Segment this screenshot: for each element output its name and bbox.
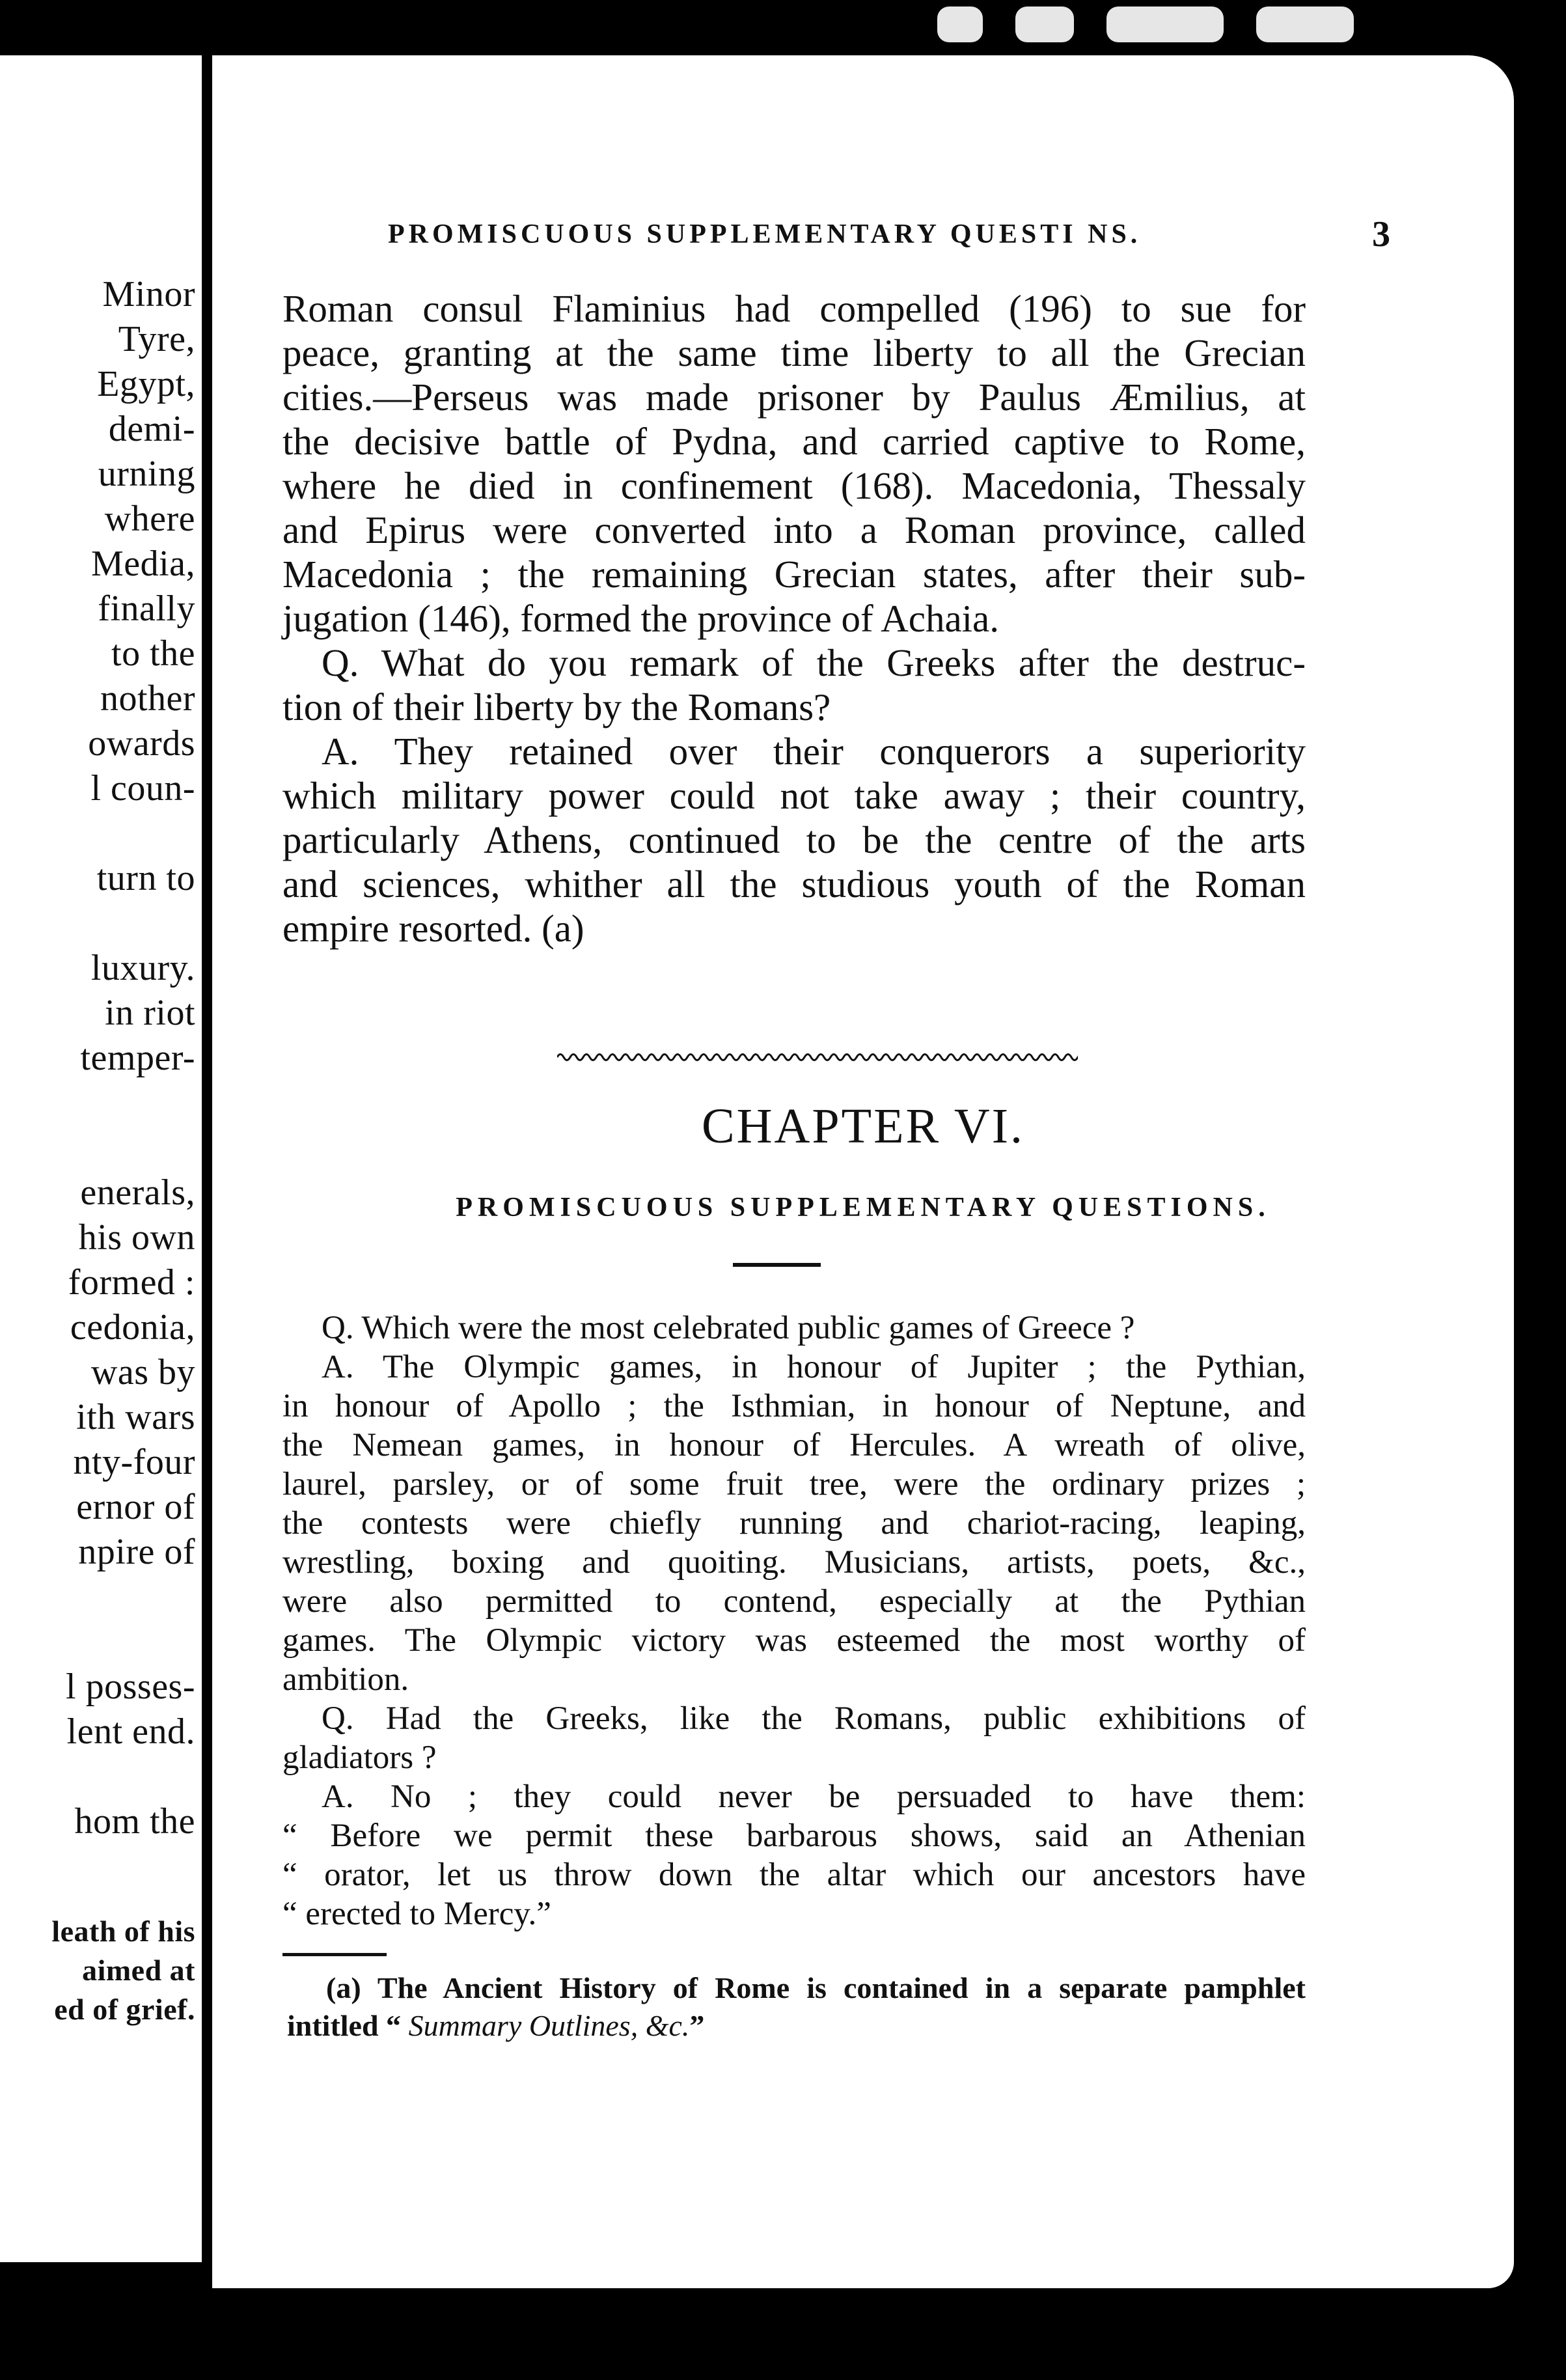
left-page-line: npire of	[78, 1532, 195, 1572]
left-page-line: demi-	[108, 409, 195, 449]
question-line: gladiators ?	[282, 1739, 437, 1776]
footnote	[287, 1969, 1306, 2045]
left-page-line: formed :	[68, 1262, 195, 1303]
left-page-line: nty-four	[73, 1442, 195, 1482]
answer-line: particularly Athens, continued to be the centre of the arts	[282, 818, 1306, 861]
answer-line: A. No ; they could never be persuaded to have them:	[322, 1778, 1306, 1815]
answer-line: ambition.	[282, 1661, 409, 1698]
answer-line: the contests were chiefly running and chariot-racing, leaping,	[282, 1505, 1306, 1542]
text-line: Roman consul Flaminius had compelled (196) to sue for	[282, 287, 1306, 330]
left-page-line: l coun-	[90, 768, 195, 809]
left-page-line: was by	[90, 1352, 195, 1392]
footnote-line: (a) The Ancient History of Rome is contained in a separate pamphlet	[326, 1971, 1306, 2004]
text-line: peace, granting at the same time liberty to all the Grecian	[282, 331, 1306, 374]
right-page	[212, 55, 1514, 2288]
section-1-text	[282, 286, 1306, 950]
answer-line: wrestling, boxing and quoiting. Musicians, artists, poets, &c.,	[282, 1544, 1306, 1581]
left-page-fragment	[0, 55, 202, 2262]
left-page-line: Tyre,	[118, 319, 195, 359]
chapter-subtitle: PROMISCUOUS SUPPLEMENTARY QUESTIONS.	[456, 1193, 1271, 1223]
answer-line: A. The Olympic games, in honour of Jupiter ; the Pythian,	[322, 1349, 1306, 1385]
left-page-line: nother	[100, 678, 195, 719]
footnote-rule	[282, 1953, 387, 1956]
left-page-footnote-line: leath of his	[51, 1915, 195, 1948]
page-number: 3	[1372, 214, 1390, 255]
left-page-line: ernor of	[76, 1487, 195, 1527]
left-page-line: Minor	[102, 274, 195, 314]
footnote-italic-title: Summary Outlines, &c.	[408, 2009, 690, 2042]
left-page-footnote-line: ed of grief.	[54, 1993, 195, 2026]
answer-line: which military power could not take away ; their country,	[282, 774, 1306, 817]
left-page-line: in riot	[105, 993, 195, 1033]
chapter-rule	[733, 1263, 821, 1267]
answer-line: games. The Olympic victory was esteemed the most worthy of	[282, 1622, 1306, 1659]
answer-line: “ orator, let us throw down the altar which our ancestors have	[282, 1857, 1306, 1893]
left-page-line: owards	[88, 723, 195, 764]
wavy-ornament-divider	[557, 1050, 1078, 1064]
text-line: Macedonia ; the remaining Grecian states, after their sub-	[282, 553, 1306, 596]
scan-noise	[937, 7, 983, 42]
scan-noise	[1015, 7, 1074, 42]
left-page-line: l posses-	[66, 1667, 195, 1707]
text-line: where he died in confinement (168). Macedonia, Thessaly	[282, 464, 1306, 507]
running-head-title: PROMISCUOUS SUPPLEMENTARY QUESTI NS.	[388, 219, 1142, 249]
footnote-line	[287, 2007, 1306, 2045]
answer-line: in honour of Apollo ; the Isthmian, in honour of Neptune, and	[282, 1388, 1306, 1424]
text-line: and Epirus were converted into a Roman province, called	[282, 508, 1306, 551]
left-page-line: cedonia,	[70, 1307, 195, 1348]
scan-noise	[1106, 7, 1224, 42]
answer-line: “ Before we permit these barbarous shows, said an Athenian	[282, 1818, 1306, 1854]
text-line: jugation (146), formed the province of Achaia.	[282, 597, 999, 640]
section-2-text	[282, 1308, 1306, 1933]
left-page-line: to the	[111, 633, 195, 674]
chapter-title: CHAPTER VI.	[701, 1099, 1025, 1154]
left-page-line: lent end.	[66, 1711, 195, 1752]
left-page-line: temper-	[80, 1038, 195, 1078]
answer-line: empire resorted. (a)	[282, 907, 584, 950]
left-page-line: Egypt,	[97, 364, 195, 404]
answer-line: and sciences, whither all the studious youth of the Roman	[282, 863, 1306, 906]
left-page-line: urning	[98, 454, 195, 494]
question-line: Q. What do you remark of the Greeks after the destruc-	[322, 641, 1306, 684]
left-page-line: finally	[98, 588, 195, 629]
page-gutter	[202, 0, 212, 2380]
left-page-footnote-line: aimed at	[82, 1954, 195, 1987]
left-page-line: hom the	[74, 1801, 195, 1842]
running-head	[388, 215, 1390, 254]
scan-border-top	[0, 0, 1566, 52]
answer-line: “ erected to Mercy.”	[282, 1896, 551, 1932]
left-page-line: enerals,	[80, 1172, 195, 1213]
text-line: the decisive battle of Pydna, and carried captive to Rome,	[282, 420, 1306, 463]
text-line: cities.—Perseus was made prisoner by Paulus Æmilius, at	[282, 376, 1306, 419]
left-page-line: where	[104, 499, 195, 539]
left-page-line: luxury.	[90, 948, 195, 988]
left-page-line: turn to	[96, 858, 195, 898]
answer-line: were also permitted to contend, especially at the Pythian	[282, 1583, 1306, 1620]
answer-line: A. They retained over their conquerors a superiority	[322, 730, 1306, 773]
footnote-prefix: intitled “	[287, 2009, 409, 2042]
question-line: tion of their liberty by the Romans?	[282, 685, 831, 728]
answer-line: laurel, parsley, or of some fruit tree, were the ordinary prizes ;	[282, 1466, 1306, 1502]
footnote-suffix: ”	[689, 2009, 705, 2042]
question-line: Q. Had the Greeks, like the Romans, public exhibitions of	[322, 1700, 1306, 1737]
left-page-line: his own	[78, 1217, 195, 1258]
question-line: Q. Which were the most celebrated public games of Greece ?	[322, 1310, 1135, 1346]
left-page-line: ith wars	[76, 1397, 195, 1437]
answer-line: the Nemean games, in honour of Hercules. A wreath of olive,	[282, 1427, 1306, 1463]
scan-noise	[1256, 7, 1354, 42]
left-page-line: Media,	[90, 544, 195, 584]
